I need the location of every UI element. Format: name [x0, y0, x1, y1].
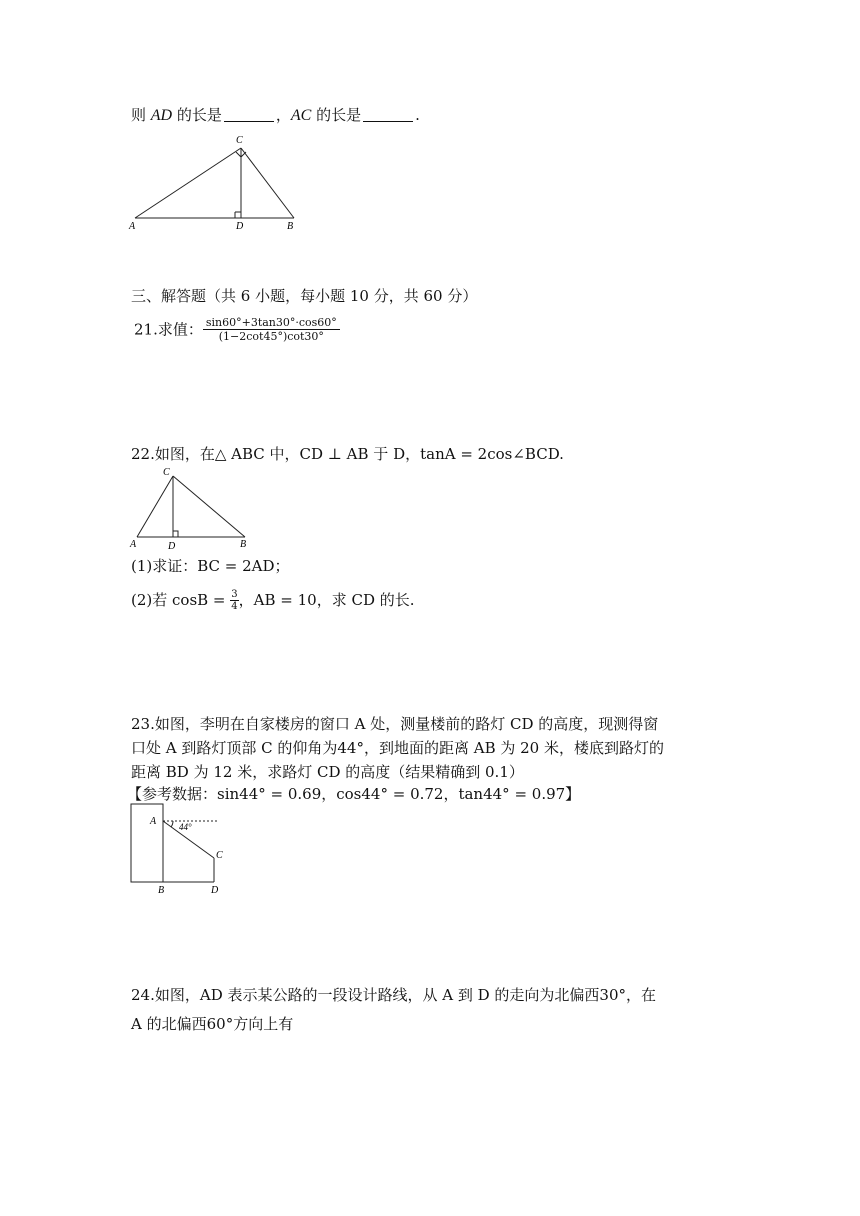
fig23-label-d: D [211, 885, 219, 895]
q20-mid1: 的长是 [172, 106, 222, 124]
q20-answer-line [131, 104, 420, 127]
q22-part2 [131, 588, 415, 612]
q22-triangle-figure [127, 465, 257, 555]
fig23-label-c: C [216, 850, 223, 861]
q22-part1: (1)求证：BC = 2AD； [131, 557, 290, 575]
q20-triangle-figure [125, 130, 310, 235]
fig22-label-d: D [168, 541, 176, 552]
fig23-label-b: B [158, 885, 165, 895]
q22-part2-num: 3 [231, 588, 238, 600]
q22-stem: 22.如图，在△ ABC 中，CD ⊥ AB 于 D，tanA = 2cos∠BCD. [131, 445, 564, 463]
q20-ad-blank[interactable] [224, 105, 274, 122]
fig20-label-a: A [129, 221, 136, 232]
q22-part2-den: 4 [231, 600, 238, 612]
q20-sep: ， [275, 106, 291, 124]
fig23-angle: 44° [179, 822, 192, 832]
q21-denominator: (1−2cot45°)cot30° [218, 330, 324, 343]
q20-ac-blank[interactable] [363, 105, 413, 122]
q21-fraction [203, 316, 340, 343]
q20-ac-symbol: AC [290, 107, 312, 124]
fig22-label-b: B [240, 539, 247, 550]
q23-line3: 距离 BD 为 12 米，求路灯 CD 的高度（结果精确到 0.1） [131, 763, 524, 781]
q21-line [134, 316, 340, 343]
fig20-label-b: B [287, 221, 294, 232]
q22-part2-fraction [230, 589, 238, 612]
q21-numerator: sin60°+3tan30°·cos60° [203, 316, 340, 330]
q21-prefix: 21.求值： [134, 320, 203, 339]
q20-end: . [415, 106, 420, 124]
q20-prefix: 则 [131, 106, 151, 124]
q23-lamp-figure [127, 800, 237, 895]
q23-line2: 口处 A 到路灯顶部 C 的仰角为44°，到地面的距离 AB 为 20 米，楼底到路灯的 [131, 739, 664, 757]
q24-line2: A 的北偏西60°方向上有 [131, 1015, 294, 1033]
q22-part2-prefix: (2)若 cosB = [131, 591, 231, 609]
q22-part2-suffix: ，AB = 10，求 CD 的长. [238, 591, 415, 609]
q24-line1: 24.如图，AD 表示某公路的一段设计路线，从 A 到 D 的走向为北偏西30°，在 [131, 986, 657, 1004]
fig20-label-d: D [236, 221, 244, 232]
q20-mid2: 的长是 [311, 106, 362, 124]
q23-line4: 【参考数据：sin44° = 0.69，cos44° = 0.72，tan44° = 0.97】 [127, 785, 581, 803]
fig22-label-c: C [163, 467, 170, 478]
fig22-label-a: A [130, 539, 137, 550]
section3-heading: 三、解答题（共 6 小题，每小题 10 分，共 60 分） [131, 287, 478, 305]
fig23-label-a: A [150, 816, 157, 827]
q23-line1: 23.如图，李明在自家楼房的窗口 A 处，测量楼前的路灯 CD 的高度，现测得窗 [131, 715, 659, 733]
fig20-label-c: C [236, 135, 243, 146]
q20-ad-symbol: AD [150, 107, 173, 124]
